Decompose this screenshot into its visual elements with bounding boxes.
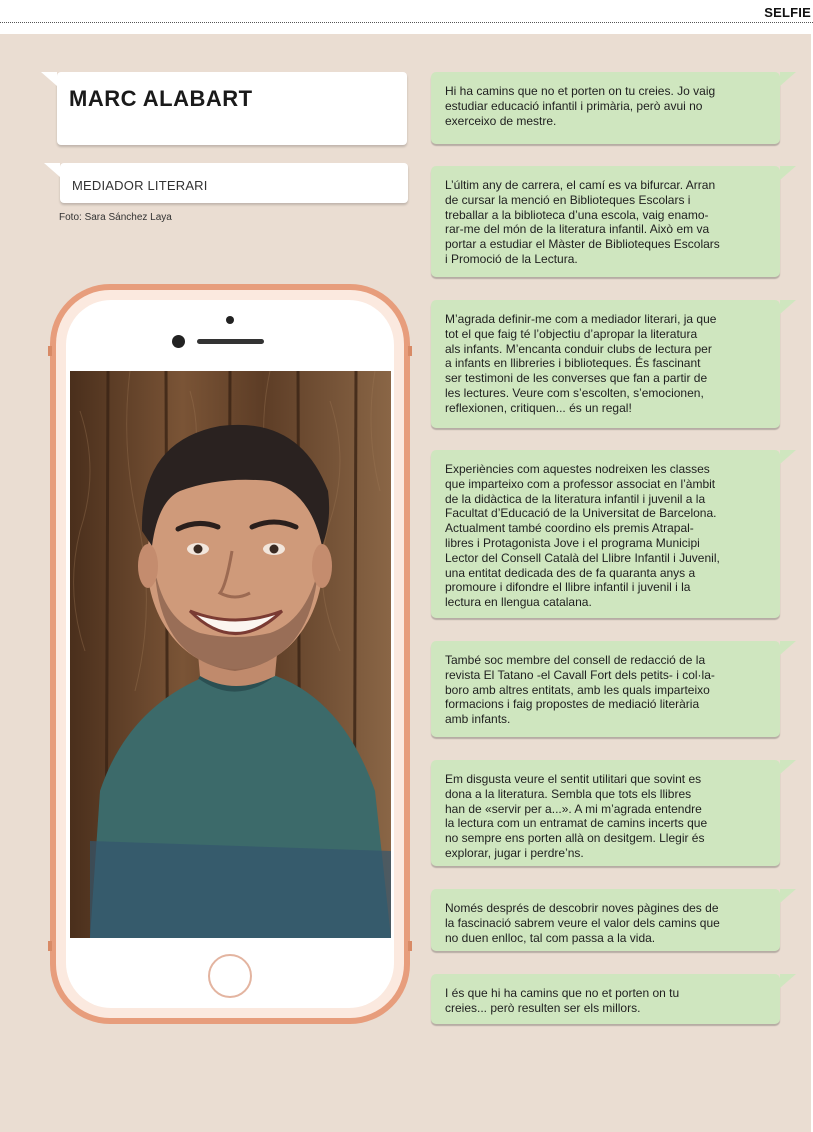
dotted-rule <box>0 22 813 23</box>
phone-side-button <box>48 941 52 951</box>
phone-side-button <box>408 346 412 356</box>
speaker-grille <box>197 339 264 344</box>
person-name: MARC ALABART <box>69 86 253 111</box>
message-bubble: Només després de descobrir noves pàgines des de la fascinació sabrem veure el valor dels camins que no duen enlloc, tal com passa a la vida. <box>431 889 780 951</box>
front-camera-icon <box>172 335 185 348</box>
message-bubble: Experiències com aquestes nodreixen les classes que imparteixo com a professor associat en l’àmbit de la didàctica de la literatura infantil i juvenil a la Facultat d’Educació de la Universitat de Barcelona. Actualment també coordino els premis Atrapal- libres i Protagonista Jove i el programa Municipi Lector del Consell Català del Llibre Infantil i Juvenil, una entitat dedicada des de fa quaranta anys a promoure i difondre el llibre infantil i juvenil i la lectura en llengua catalana. <box>431 450 780 618</box>
photo-credit: Foto: Sara Sánchez Laya <box>59 212 172 223</box>
home-button <box>208 954 252 998</box>
message-bubble: Hi ha camins que no et porten on tu creies. Jo vaig estudiar educació infantil i primària, però avui no exerceixo de mestre. <box>431 72 780 144</box>
phone-side-button <box>48 346 52 356</box>
top-bar <box>0 0 813 34</box>
message-bubble: I és que hi ha camins que no et porten on tu creies... però resulten ser els millors. <box>431 974 780 1024</box>
message-bubble: M’agrada definir-me com a mediador literari, ja que tot el que faig té l’objectiu d’apropar la literatura als infants. M’encanta conduir clubs de lectura per a infants en llibreries i biblioteques. És fascinant ser testimoni de les converses que fan a partir de les lectures. Veure com s’escolten, s’emocionen, reflexionen, critiquen... és un regal! <box>431 300 780 428</box>
portrait-photo <box>70 371 391 938</box>
section-label: SELFIE <box>760 5 811 20</box>
phone-side-button <box>408 941 412 951</box>
name-card <box>57 72 407 145</box>
message-bubble: Em disgusta veure el sentit utilitari que sovint es dona a la literatura. Sembla que tots els llibres han de «servir per a...». A mi m’agrada entendre la lectura com un entramat de camins incerts que no sempre ens porten allà on desitgem. Llegir és explorar, jugar i perdre’ns. <box>431 760 780 866</box>
sensor-dot <box>226 316 234 324</box>
person-role: MEDIADOR LITERARI <box>72 178 208 193</box>
role-card <box>60 163 408 203</box>
message-bubble: També soc membre del consell de redacció de la revista El Tatano -el Cavall Fort dels petits- i col·la- boro amb altres entitats, amb les quals imparteixo formacions i faig propostes de mediació literària amb infants. <box>431 641 780 737</box>
message-bubble: L’últim any de carrera, el camí es va bifurcar. Arran de cursar la menció en Biblioteques Escolars i treballar a la biblioteca d’una escola, vaig enamo- rar-me del món de la literatura infantil. Això em va portar a estudiar el Màster de Biblioteques Escolars i Promoció de la Lectura. <box>431 166 780 277</box>
